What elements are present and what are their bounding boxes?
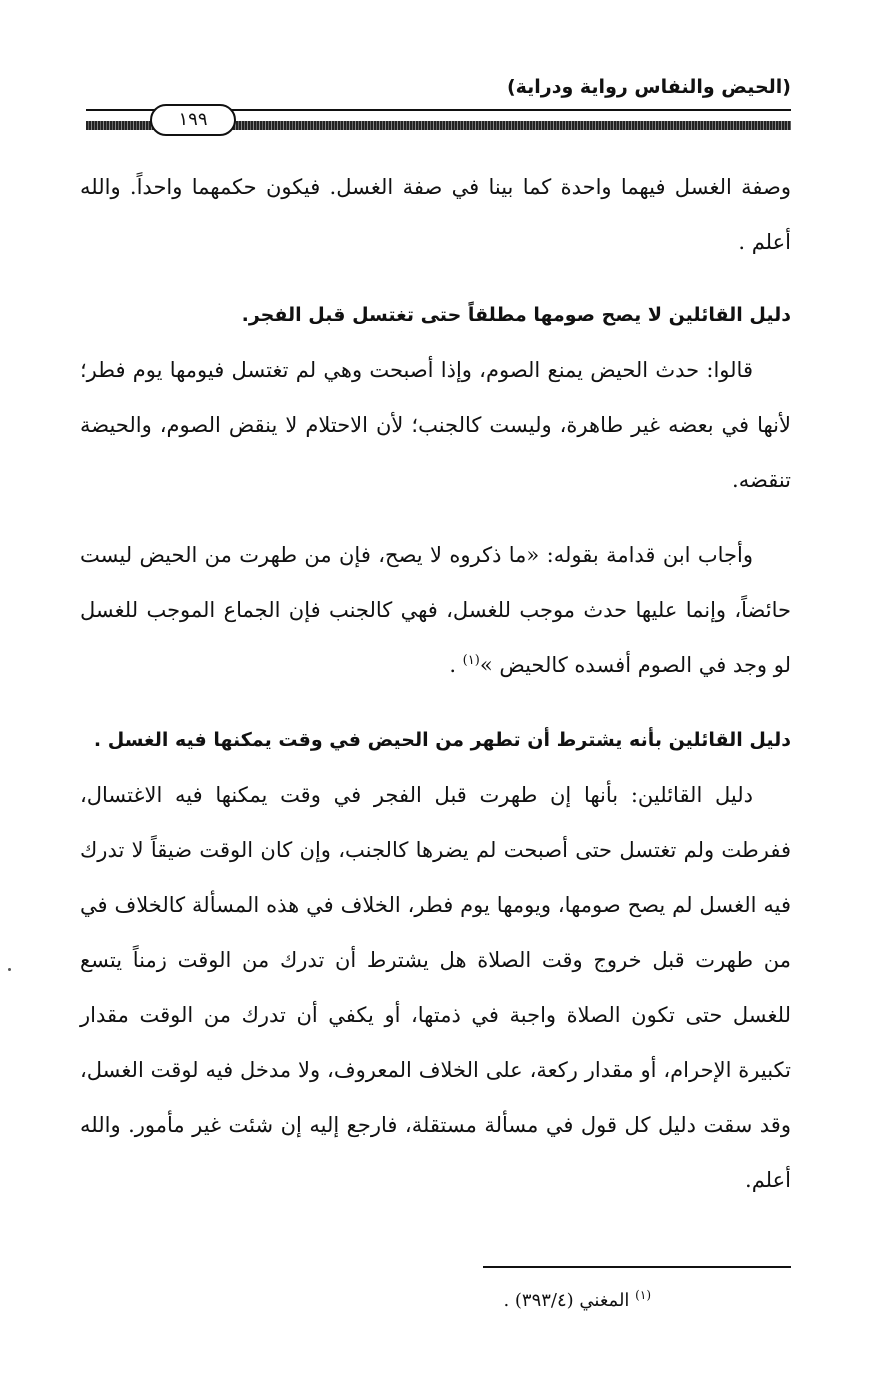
paragraph-3-end: . xyxy=(449,653,463,677)
footnote-mark: (١) xyxy=(635,1288,651,1302)
footnote-separator xyxy=(483,1266,791,1268)
footnote xyxy=(503,1288,651,1311)
paragraph-3 xyxy=(80,528,791,693)
section-heading-1: دليل القائلين لا يصح صومها مطلقاً حتى تغتسل قبل الفجر. xyxy=(241,304,791,326)
paragraph-2: قالوا: حدث الحيض يمنع الصوم، وإذا أصبحت وهي لم تغتسل فيومها يوم فطر؛ لأنها في بعضه غير طاهرة، وليست كالجنب؛ لأن الاحتلام لا ينقض الصوم، والحيضة تنقضه. xyxy=(80,358,791,492)
page-number-badge: ١٩٩ xyxy=(150,104,236,136)
running-header-title: (الحيض والنفاس رواية ودراية) xyxy=(506,76,791,98)
scan-speck xyxy=(8,968,11,971)
paragraph-1: وصفة الغسل فيهما واحدة كما بينا في صفة الغسل. فيكون حكمهما واحداً. والله أعلم . xyxy=(80,175,791,254)
paragraph-4: دليل القائلين: بأنها إن طهرت قبل الفجر في وقت يمكنها فيه الاغتسال، ففرطت ولم تغتسل حتى أصبحت لم يضرها كالجنب، وإن كان الوقت ضيقاً لا تدرك فيه الغسل لم يصح صومها، ويومها يوم فطر، الخلاف في هذه المسألة كالخلاف في من طهرت قبل خروج وقت الصلاة هل يشترط أن تدرك من الوقت زمناً يتسع للغسل حتى تكون الصلاة واجبة في ذمتها، أو يكفي أن تدرك من الوقت مقدار تكبيرة الإحرام، أو مقدار ركعة، على الخلاف المعروف، ولا مدخل فيه لوقت الغسل، وقد سقت دليل كل قول في مسألة مستقلة، فارجع إليه إن شئت غير مأمور. والله أعلم. xyxy=(80,783,791,1192)
footnote-text: المغني (٣٩٣/٤) . xyxy=(503,1290,630,1311)
section-heading-2: دليل القائلين بأنه يشترط أن تطهر من الحيض في وقت يمكنها فيه الغسل . xyxy=(93,729,791,751)
paragraph-3-text: وأجاب ابن قدامة بقوله: «ما ذكروه لا يصح، فإن من طهرت من الحيض ليست حائضاً، وإنما عليها حدث موجب للغسل، فهي كالجنب فإن الجماع الموجب للغسل لو وجد في الصوم أفسده كالحيض » xyxy=(80,543,791,677)
footnote-reference[interactable]: (١) xyxy=(462,653,480,668)
page-body xyxy=(80,160,791,1208)
